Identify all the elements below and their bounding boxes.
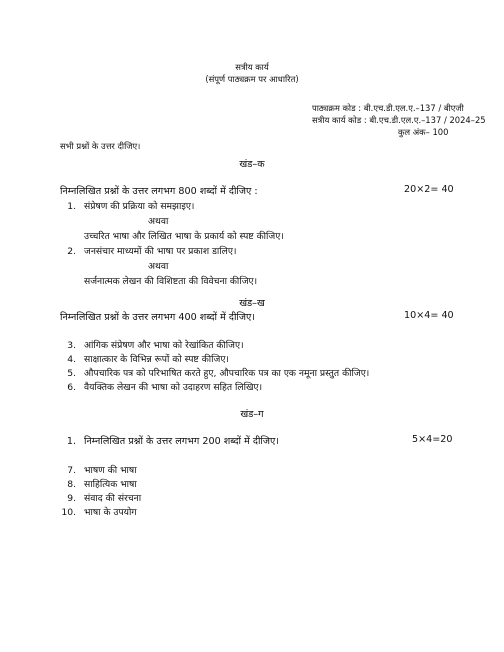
- list-item: [58, 463, 137, 476]
- item-number: 3.: [67, 340, 76, 351]
- section-a-title: खंड–क: [239, 159, 265, 170]
- list-item: [58, 380, 262, 393]
- section-b-marks: 10×4= 40: [404, 310, 454, 321]
- section-a-question: निम्नलिखित प्रश्नों के उत्तर लगभग 800 शब्दों में दीजिए :: [60, 186, 258, 197]
- item-text: संवाद की संरचना: [84, 493, 142, 504]
- list-item: [58, 199, 194, 212]
- item-number: 1.: [67, 201, 76, 212]
- item-number: 8.: [67, 479, 76, 490]
- section-b-question: निम्नलिखित प्रश्नों के उत्तर लगभग 400 शब्दों में दीजिए।: [60, 312, 255, 323]
- item-number: 4.: [67, 354, 76, 365]
- item-text: आंगिक संप्रेषण और भाषा को रेखांकित कीजिए।: [84, 340, 244, 351]
- item-text: जनसंचार माध्यमों की भाषा पर प्रकाश डालिए।: [84, 246, 237, 257]
- document-title: सत्रीय कार्य: [235, 62, 269, 72]
- item-text: संप्रेषण की प्रक्रिया को समझाइए।: [84, 201, 195, 212]
- item-text: साहित्यिक भाषा: [84, 479, 137, 490]
- section-a-marks: 20×2= 40: [404, 184, 454, 195]
- section-b-title: खंड–ख: [239, 298, 265, 309]
- list-item: [58, 505, 137, 518]
- list-item: सर्जनात्मक लेखन की विशिष्टता की विवेचना कीजिए।: [84, 276, 258, 287]
- list-item: [58, 244, 236, 257]
- item-text: साक्षात्कार के विभिन्न रूपों को स्पष्ट कीजिए।: [84, 354, 229, 365]
- document-subtitle: (संपूर्ण पाठ्यक्रम पर आधारित): [205, 74, 299, 84]
- general-instruction: सभी प्रश्नों के उत्तर दीजिए।: [60, 141, 141, 151]
- list-item: [58, 352, 229, 365]
- item-text: भाषा के उपयोग: [84, 507, 137, 518]
- item-text: वैयक्तिक लेखन की भाषा को उदाहरण सहित लिखिए।: [84, 382, 263, 393]
- list-item: [58, 338, 244, 351]
- list-item: [58, 477, 137, 490]
- section-c-title: खंड–ग: [240, 409, 264, 420]
- item-text: भाषण की भाषा: [84, 465, 137, 476]
- section-c-question: [58, 434, 279, 447]
- total-marks: कुल अंक– 100: [398, 127, 449, 137]
- item-number: 7.: [67, 465, 76, 476]
- item-number: 10.: [61, 507, 76, 518]
- item-number: 5.: [67, 368, 76, 379]
- item-number: 6.: [67, 382, 76, 393]
- assignment-code: सत्रीय कार्य कोड : बी.एच.डी.एल.ए.–137 / 2024–25: [312, 115, 486, 125]
- item-number: 1.: [66, 436, 76, 447]
- list-item: [58, 491, 141, 504]
- list-item: [58, 366, 369, 379]
- item-number: 2.: [67, 246, 76, 257]
- section-c-marks: 5×4=20: [412, 434, 453, 445]
- list-item: उच्चरित भाषा और लिखित भाषा के प्रकार्य को स्पष्ट कीजिए।: [84, 231, 284, 242]
- item-text: औपचारिक पत्र को परिभाषित करते हुए, औपचारिक पत्र का एक नमूना प्रस्तुत कीजिए।: [84, 368, 370, 379]
- or-label: अथवा: [148, 216, 169, 227]
- or-label: अथवा: [148, 261, 169, 272]
- question-text: निम्नलिखित प्रश्नों के उत्तर लगभग 200 शब्दों में दीजिए।: [84, 436, 279, 447]
- course-code: पाठ्यक्रम कोड : बी.एच.डी.एल.ए.–137 / बीएजी: [312, 103, 464, 113]
- item-number: 9.: [67, 493, 76, 504]
